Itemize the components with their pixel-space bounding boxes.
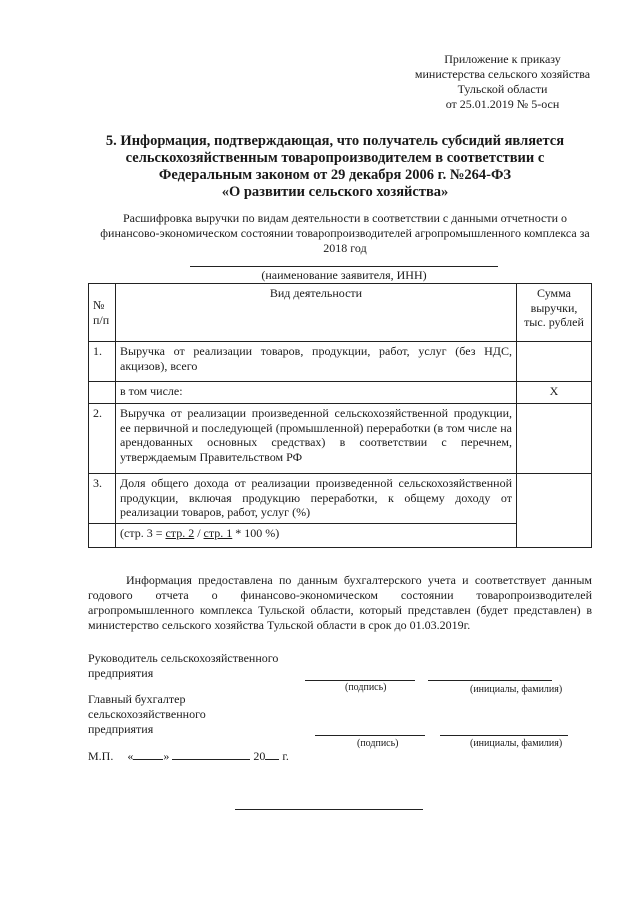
formula-middle: /	[194, 526, 204, 540]
row-sum	[517, 342, 592, 382]
appendix-line: от 25.01.2019 № 5-осн	[445, 97, 560, 111]
date-month-blank	[172, 748, 250, 760]
row-activity: Выручка от реализации произведенной сельскохозяйственной продукции, ее первичной и последующей (промышленной) переработки (в том числе на арендованных основных средствах) в соответствии с перечнем, утверждаемым Правительством РФ	[116, 404, 517, 474]
document-title	[80, 133, 590, 201]
table-row	[89, 404, 592, 474]
row-num: 1.	[89, 342, 116, 382]
title-line: «О развитии сельского хозяйства»	[221, 184, 449, 200]
appendix-line: Приложение к приказу	[444, 52, 561, 66]
head-signature-line	[305, 680, 415, 681]
header-activity: Вид деятельности	[116, 284, 517, 342]
formula-prefix: (стр. 3 =	[120, 526, 166, 540]
row-activity: Выручка от реализации товаров, продукции, работ, услуг (без НДС, акцизов), всего	[116, 342, 517, 382]
date-year-prefix: 20	[253, 749, 266, 763]
title-line: сельскохозяйственным товаропроизводителем в соответствии с	[125, 150, 545, 166]
header-num: № п/п	[89, 284, 116, 342]
header-sum: Сумма выручки, тыс. рублей	[517, 284, 592, 342]
stamp-label: М.П.	[88, 749, 114, 763]
accountant-title	[88, 692, 206, 737]
head-initials-line	[428, 680, 552, 681]
stamp-date-row	[88, 748, 358, 764]
head-line: предприятия	[88, 666, 154, 680]
head-title	[88, 651, 278, 681]
date-year-suffix: г.	[279, 749, 289, 763]
revenue-table	[88, 283, 592, 548]
row-sum	[517, 404, 592, 474]
row-num: 2.	[89, 404, 116, 474]
row-activity: в том числе:	[116, 382, 517, 404]
appendix-block	[400, 52, 605, 112]
formula-ref-2: стр. 2	[165, 526, 195, 540]
accountant-line: Главный бухгалтер	[88, 692, 186, 706]
row-num: 3.	[89, 474, 116, 524]
date-day-blank	[133, 748, 163, 760]
applicant-name-line	[190, 266, 498, 267]
table-header-row	[89, 284, 592, 342]
info-paragraph	[88, 573, 592, 633]
table-row	[89, 524, 592, 548]
date-open-quote: «	[127, 749, 134, 763]
row-activity: Доля общего дохода от реализации произведенной сельскохозяйственной продукции, включая продукцию переработки, к общему доходу от реализации товаров, работ, услуг (%)	[116, 474, 517, 524]
title-line: 5. Информация, подтверждающая, что получатель субсидий является	[105, 133, 565, 149]
title-line: Федеральным законом от 29 декабря 2006 г. №264-ФЗ	[158, 167, 512, 183]
appendix-line: министерства сельского хозяйства	[414, 67, 591, 81]
head-line: Руководитель сельскохозяйственного	[88, 651, 279, 665]
formula-cell	[116, 524, 517, 548]
date-close-quote: »	[163, 749, 170, 763]
applicant-caption: (наименование заявителя, ИНН)	[261, 268, 427, 282]
paragraph-text: Информация предоставлена по данным бухгалтерского учета и соответствует данным годового отчета о финансово-экономическом состоянии товаропроизводителей агропромышленного комплекса Тульской области, который представлен (будет представлен) в министерство сельского хозяйства Тульской области в срок до 01.03.2019г.	[88, 573, 592, 632]
accountant-signature-caption: (подпись)	[357, 738, 399, 749]
row-sum	[517, 474, 592, 548]
date-year-blank	[265, 748, 279, 760]
bottom-rule	[235, 809, 423, 810]
head-initials-caption: (инициалы, фамилия)	[470, 684, 563, 695]
appendix-line: Тульской области	[457, 82, 548, 96]
table-row	[89, 382, 592, 404]
table-row	[89, 342, 592, 382]
row-num	[89, 524, 116, 548]
formula-suffix: * 100 %)	[232, 526, 280, 540]
accountant-line: предприятия	[88, 722, 154, 736]
document-subtitle: Расшифровка выручки по видам деятельности в соответствии с данными отчетности о финансово-экономическом состоянии товаропроизводителей агропромышленного комплекса за 2018 год	[100, 211, 590, 255]
table-row	[89, 474, 592, 524]
accountant-initials-line	[440, 735, 568, 736]
accountant-signature-line	[315, 735, 425, 736]
accountant-line: сельскохозяйственного	[88, 707, 206, 721]
row-num	[89, 382, 116, 404]
accountant-initials-caption: (инициалы, фамилия)	[470, 738, 563, 749]
head-signature-caption: (подпись)	[345, 682, 387, 693]
row-sum: X	[517, 382, 592, 404]
formula-ref-1: стр. 1	[203, 526, 233, 540]
